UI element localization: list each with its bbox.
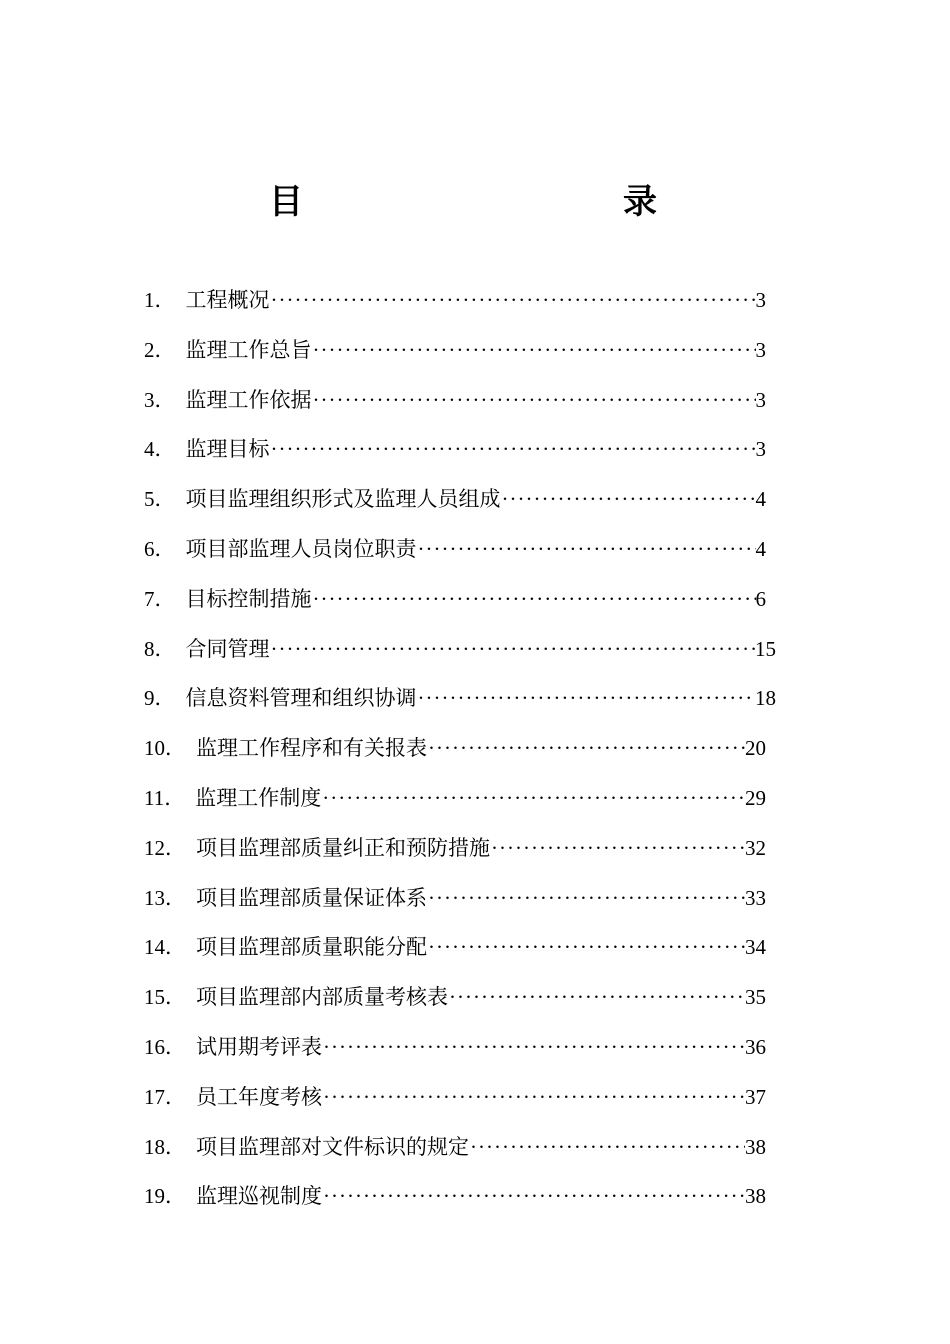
- toc-dot-leader: [470, 1127, 745, 1167]
- toc-entry-page: 33: [745, 885, 766, 910]
- toc-entry[interactable]: [144, 529, 766, 579]
- toc-entry-label: 监理工作制度: [195, 785, 322, 810]
- toc-entry[interactable]: [144, 280, 766, 330]
- toc-dot-leader: [322, 778, 745, 818]
- toc-entry-label: 项目监理部质量保证体系: [196, 885, 427, 910]
- toc-entry-label: 监理巡视制度: [196, 1184, 322, 1209]
- toc-entry[interactable]: [144, 629, 776, 679]
- toc-entry-page: 15: [755, 636, 776, 661]
- toc-entry-number: 14．: [144, 935, 186, 960]
- toc-entry-number: 1．: [144, 288, 176, 312]
- toc-entry-page: 3: [755, 288, 766, 312]
- toc-entry-label: 监理工作程序和有关报表: [196, 736, 427, 761]
- toc-entry[interactable]: [144, 380, 766, 430]
- toc-entry[interactable]: [144, 977, 766, 1027]
- toc-entry-number: 7．: [144, 586, 176, 611]
- toc-entry-page: 4: [755, 536, 766, 561]
- toc-dot-leader: [323, 1176, 745, 1216]
- toc-entry-number: 8．: [144, 636, 176, 661]
- toc-entry-label: 项目监理组织形式及监理人员组成: [185, 487, 501, 512]
- toc-dot-leader: [428, 728, 745, 768]
- toc-entry-number: 4．: [144, 437, 176, 462]
- toc-entry-page: 6: [755, 586, 766, 611]
- toc-dot-leader: [271, 429, 756, 469]
- toc-dot-leader: [449, 977, 745, 1017]
- toc-entry-number: 17．: [144, 1084, 186, 1109]
- toc-entry-page: 29: [745, 785, 766, 810]
- toc-entry-label: 项目监理部对文件标识的规定: [196, 1134, 469, 1159]
- toc-entry-page: 38: [745, 1184, 766, 1209]
- toc-entry[interactable]: [144, 479, 766, 529]
- toc-dot-leader: [428, 927, 745, 967]
- toc-entry-page: 20: [745, 736, 766, 761]
- toc-dot-leader: [418, 529, 756, 569]
- toc-entry-label: 合同管理: [185, 636, 270, 661]
- toc-entry[interactable]: [144, 878, 766, 928]
- toc-dot-leader: [428, 878, 745, 918]
- toc-dot-leader: [313, 330, 756, 370]
- toc-entry[interactable]: [144, 330, 766, 380]
- toc-entry-page: 3: [755, 387, 766, 412]
- toc-entry[interactable]: [144, 1127, 766, 1177]
- toc-entry-number: 18．: [144, 1134, 186, 1159]
- toc-entry-label: 项目监理部内部质量考核表: [196, 985, 448, 1010]
- toc-entry-page: 34: [745, 935, 766, 960]
- toc-entry-page: 38: [745, 1134, 766, 1159]
- toc-dot-leader: [271, 280, 756, 320]
- toc-dot-leader: [313, 380, 756, 420]
- toc-entry-label: 项目部监理人员岗位职责: [185, 536, 417, 561]
- toc-entry-page: 4: [755, 487, 766, 512]
- toc-entry-label: 项目监理部质量职能分配: [196, 935, 427, 960]
- toc-entry-page: 3: [755, 337, 766, 362]
- toc-entry-number: 10．: [144, 736, 186, 761]
- toc-dot-leader: [323, 1077, 745, 1117]
- toc-dot-leader: [271, 629, 756, 669]
- toc-entry-number: 19．: [144, 1184, 186, 1209]
- toc-entry-number: 13．: [144, 885, 186, 910]
- toc-entry-label: 监理工作依据: [185, 387, 312, 412]
- toc-entry-page: 37: [745, 1084, 766, 1109]
- page-title: 目 录: [269, 182, 741, 222]
- toc-dot-leader: [491, 828, 745, 868]
- toc-entry-number: 15．: [144, 985, 186, 1010]
- toc-entry-label: 目标控制措施: [185, 586, 312, 611]
- toc-entry[interactable]: [144, 828, 766, 878]
- toc-entry-number: 9．: [144, 686, 176, 711]
- toc-entry[interactable]: [144, 429, 766, 479]
- toc-dot-leader: [502, 479, 756, 519]
- toc-entry-page: 35: [745, 985, 766, 1010]
- toc-entry-label: 监理目标: [185, 437, 270, 462]
- toc-entry-label: 项目监理部质量纠正和预防措施: [196, 835, 490, 860]
- toc-entry-label: 员工年度考核: [196, 1084, 322, 1109]
- toc-entry-label: 试用期考评表: [196, 1034, 322, 1059]
- toc-entry-label: 信息资料管理和组织协调: [185, 686, 417, 711]
- toc-entry-page: 3: [755, 437, 766, 462]
- toc-entry-number: 12．: [144, 835, 186, 860]
- toc-entry[interactable]: [144, 927, 766, 977]
- toc-entry-page: 36: [745, 1034, 766, 1059]
- toc-entry-number: 16．: [144, 1034, 186, 1059]
- toc-entry[interactable]: [144, 1176, 766, 1226]
- toc-entry-number: 3．: [144, 387, 176, 412]
- toc-entry[interactable]: [144, 1077, 766, 1127]
- toc-entry[interactable]: [144, 678, 776, 728]
- toc-entry-label: 监理工作总旨: [185, 337, 312, 362]
- toc-dot-leader: [313, 579, 756, 619]
- toc-dot-leader: [323, 1027, 745, 1067]
- table-of-contents: [144, 280, 784, 1226]
- toc-entry[interactable]: [144, 1027, 766, 1077]
- toc-dot-leader: [418, 678, 756, 718]
- toc-entry-number: 6．: [144, 536, 176, 561]
- toc-entry-page: 18: [755, 686, 776, 711]
- toc-entry[interactable]: [144, 579, 766, 629]
- toc-entry-label: 工程概况: [185, 288, 270, 312]
- toc-entry[interactable]: [144, 728, 766, 778]
- toc-entry-number: 11．: [144, 785, 186, 810]
- toc-entry-number: 2．: [144, 337, 176, 362]
- toc-entry[interactable]: [144, 778, 766, 828]
- toc-entry-number: 5．: [144, 487, 176, 512]
- toc-entry-page: 32: [745, 835, 766, 860]
